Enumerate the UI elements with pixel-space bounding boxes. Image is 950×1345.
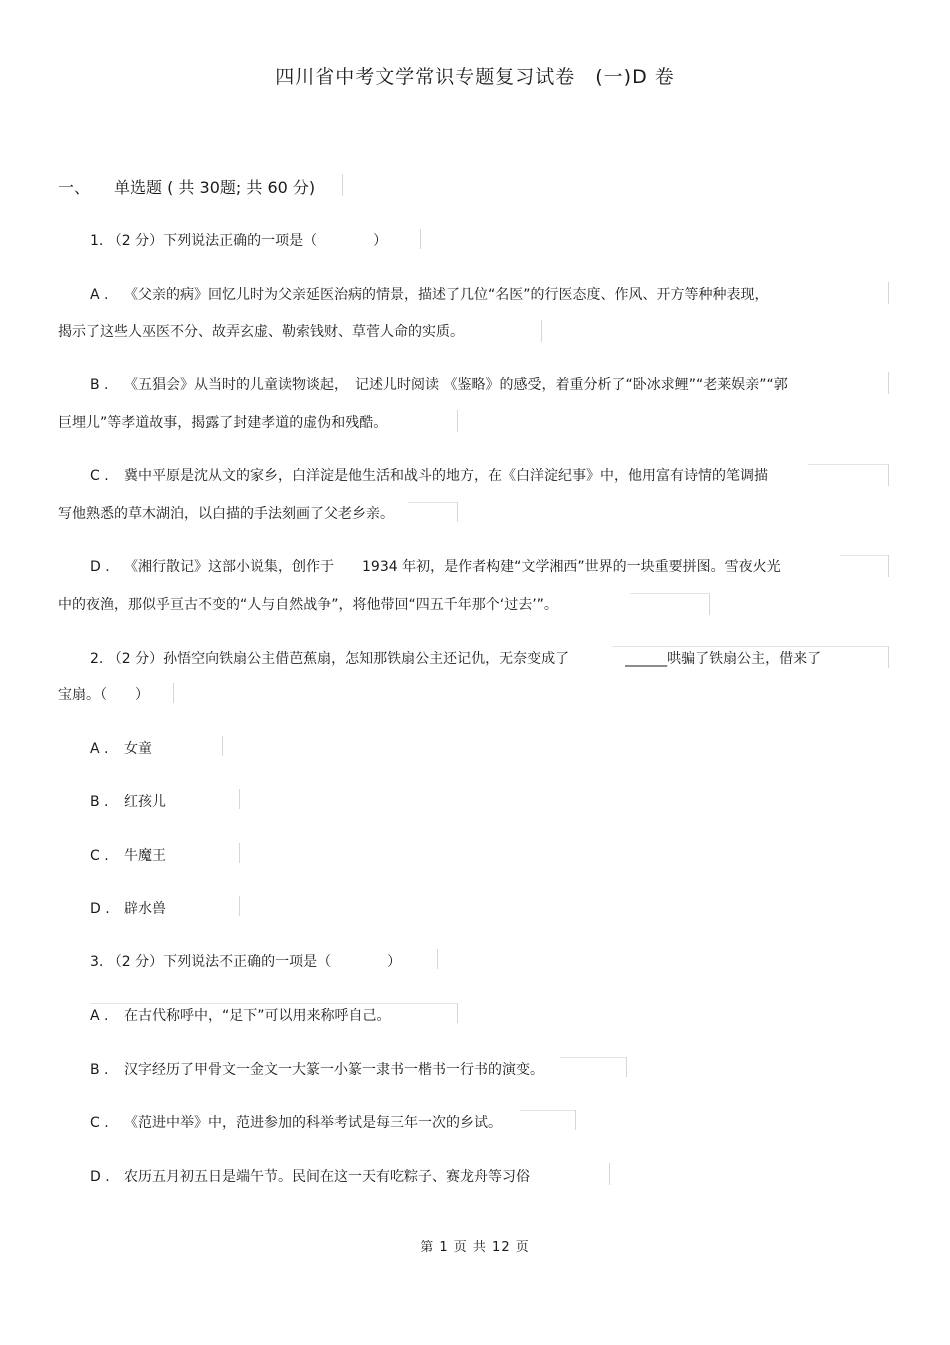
page-footer: 第 1 页 共 12 页 [420,1240,530,1255]
option-label: C . [90,468,109,484]
question-1-option-a [90,284,769,304]
option-text: 《湘行散记》这部小说集，创作于 1934 年初，是作者构建“文学湘西”世界的一块重要拼图。雪夜火光 [124,559,781,575]
edge-line [888,646,889,668]
edge-line [626,1057,627,1077]
edge-line [575,1110,576,1130]
edge-line [457,502,458,522]
question-1-option-c [90,465,768,485]
question-3-option-b [90,1059,544,1079]
edge-line [888,464,889,486]
edge-line [222,736,223,756]
edge-line [808,464,888,465]
question-1-option-a-line-2: 揭示了这些人巫医不分、故弄玄虚、勒索钱财、草菅人命的实质。 [58,324,464,340]
question-3-option-d [90,1166,530,1186]
question-1-option-d-line-2: 中的夜渔，那似乎亘古不变的“人与自然战争”，将他带回“四五千年那个‘过去’”。 [58,597,558,613]
option-text: 《范进中举》中，范进参加的科举考试是每三年一次的乡试。 [124,1115,502,1131]
question-2-option-d [90,898,166,918]
edge-line [709,593,710,615]
question-2-option-c [90,845,166,865]
edge-line [437,949,438,969]
edge-line [457,410,458,432]
edge-line [420,229,421,249]
question-1-option-b-line-2: 巨埋儿”等孝道故事，揭露了封建孝道的虚伪和残酷。 [58,415,388,431]
edge-line [630,593,710,594]
option-label: D . [90,559,110,575]
section-label: 单选题 ( 共 30题; 共 60 分) [114,178,316,197]
option-text: 牛魔王 [124,848,166,864]
edge-line [888,282,889,304]
question-3-option-c [90,1112,502,1132]
edge-line [457,1003,458,1023]
option-text: 《五猖会》从当时的儿童读物谈起， 记述儿时阅读 《鉴略》的感受，着重分析了“卧冰求鲤”“老莱娱亲”“郭 [124,377,788,393]
option-text: 汉字经历了甲骨文一金文一大篆一小篆一隶书一楷书一行书的演变。 [124,1062,544,1078]
question-1-option-c-line-2: 写他熟悉的草木湖泊，以白描的手法刻画了父老乡亲。 [58,506,394,522]
edge-line [888,372,889,394]
option-text: 女童 [124,741,152,757]
edge-line [408,502,458,503]
question-3-stem: 3. （2 分）下列说法不正确的一项是（ ） [90,954,402,970]
edge-line [541,320,542,342]
section-number: 一、 [58,178,91,197]
option-text: 红孩儿 [124,794,166,810]
edge-line [239,896,240,916]
question-3-option-a [90,1005,391,1025]
edge-line [560,1057,626,1058]
option-label: D . [90,1169,110,1185]
edge-line [239,843,240,863]
edge-line [342,174,343,196]
option-label: D . [90,901,110,917]
option-label: B . [90,794,109,810]
option-text: 冀中平原是沈从文的家乡，白洋淀是他生活和战斗的地方，在《白洋淀纪事》中，他用富有诗情的笔调描 [124,468,768,484]
edge-line [239,789,240,809]
section-heading [58,175,315,198]
question-2-option-b [90,791,166,811]
question-2-option-a [90,738,152,758]
option-text: 辟水兽 [124,901,166,917]
option-label: B . [90,377,109,393]
question-1-stem: 1. （2 分）下列说法正确的一项是（ ） [90,233,388,249]
option-text: 在古代称呼中，“足下”可以用来称呼自己。 [124,1008,391,1024]
option-label: C . [90,848,109,864]
edge-line [173,683,174,703]
option-label: B . [90,1062,109,1078]
question-2-stem: 2. （2 分）孙悟空向铁扇公主借芭蕉扇，怎知那铁扇公主还记仇，无奈变成了 ______哄骗了铁扇公主，借来了 [90,651,822,667]
question-1-option-d [90,556,781,576]
question-2-stem-line-2: 宝扇。（ ） [58,687,149,703]
option-label: C . [90,1115,109,1131]
edge-line [888,555,889,577]
edge-line [612,646,888,647]
option-text: 《父亲的病》回忆儿时为父亲延医治病的情景，描述了几位“名医”的行医态度、作风、开方等种种表现， [124,287,769,303]
edge-line [609,1163,610,1185]
option-label: A . [90,741,109,757]
page-title: 四川省中考文学常识专题复习试卷 (一)D 卷 [275,66,675,88]
option-text: 农历五月初五日是端午节。民间在这一天有吃粽子、赛龙舟等习俗 [124,1169,530,1185]
edge-line [90,1003,457,1004]
option-label: A . [90,1008,109,1024]
option-label: A . [90,287,109,303]
edge-line [840,555,888,556]
question-1-option-b [90,374,788,394]
edge-line [520,1110,575,1111]
